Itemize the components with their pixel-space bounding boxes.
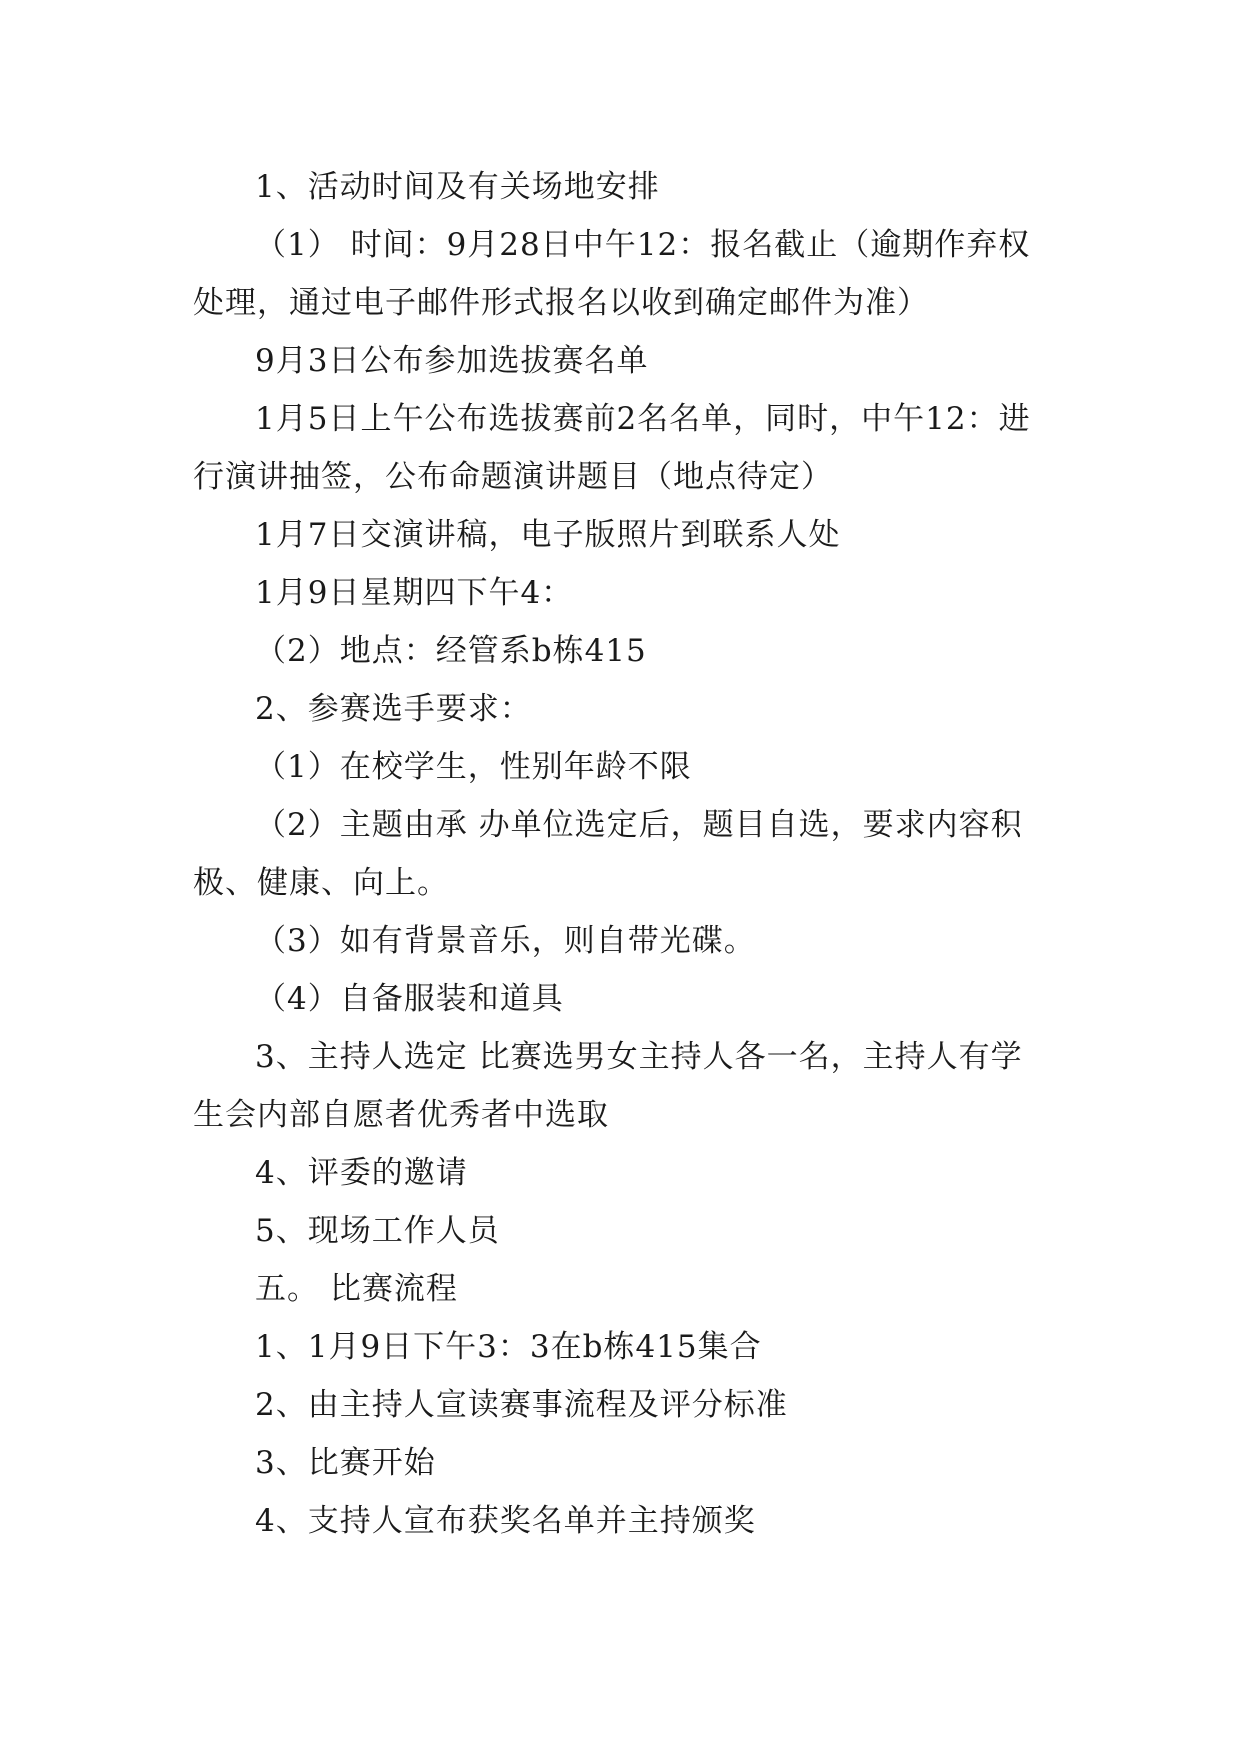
paragraph-host: 3、主持人选定 比赛选男女主持人各一名，主持人有学生会内部自愿者优秀者中选取 xyxy=(193,1039,1023,1133)
paragraph-req-4: （4）自备服装和道具 xyxy=(255,981,564,1017)
paragraph-jan5: 1月5日上午公布选拔赛前2名名单，同时，中午12：进行演讲抽签，公布命题演讲题目（地点待定） xyxy=(193,401,1031,495)
paragraph-staff: 5、现场工作人员 xyxy=(255,1213,500,1249)
paragraph-requirements-heading: 2、参赛选手要求： xyxy=(255,691,532,727)
paragraph-sep3: 9月3日公布参加选拔赛名单 xyxy=(255,343,649,379)
paragraph-schedule-heading: 1、活动时间及有关场地安排 xyxy=(255,169,660,205)
paragraph-req-2: （2）主题由承 办单位选定后，题目自选，要求内容积极、健康、向上。 xyxy=(193,807,1023,901)
paragraph-process-4: 4、支持人宣布获奖名单并主持颁奖 xyxy=(255,1503,756,1539)
paragraph-process-2: 2、由主持人宣读赛事流程及评分标准 xyxy=(255,1387,788,1423)
paragraph-jan9: 1月9日星期四下午4： xyxy=(255,575,574,611)
paragraph-req-1: （1）在校学生，性别年龄不限 xyxy=(255,749,692,785)
paragraph-req-3: （3）如有背景音乐，则自带光碟。 xyxy=(255,923,756,959)
paragraph-judges: 4、评委的邀请 xyxy=(255,1155,468,1191)
paragraph-process-1: 1、1月9日下午3：3在b栋415集合 xyxy=(255,1329,762,1365)
paragraph-jan7: 1月7日交演讲稿，电子版照片到联系人处 xyxy=(255,517,841,553)
section-heading-process: 五。 比赛流程 xyxy=(255,1271,458,1307)
paragraph-process-3: 3、比赛开始 xyxy=(255,1445,436,1481)
paragraph-location: （2）地点：经管系b栋415 xyxy=(255,633,647,669)
document-body xyxy=(193,158,1053,1550)
paragraph-time: （1） 时间：9月28日中午12：报名截止（逾期作弃权处理，通过电子邮件形式报名以收到确定邮件为准） xyxy=(193,227,1031,321)
